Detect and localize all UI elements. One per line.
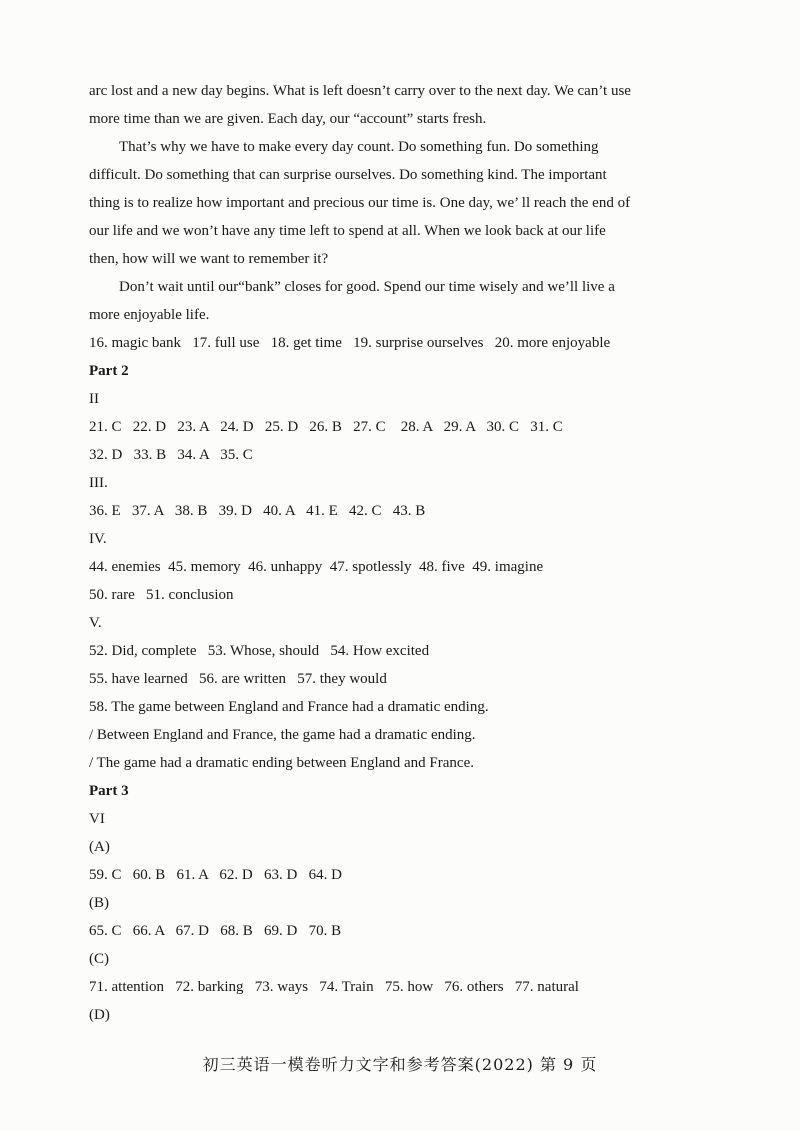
part-2-heading: Part 2 [89, 363, 129, 379]
answer-line: / The game had a dramatic ending between England and France. [89, 755, 474, 771]
answer-line: 58. The game between England and France had a dramatic ending. [89, 699, 489, 715]
passage-line: thing is to realize how important and precious our time is. One day, we’ ll reach the end of [89, 195, 631, 211]
subsection-label: (D) [89, 1007, 110, 1023]
answer-line: 21. C 22. D 23. A 24. D 25. D 26. B 27. C 28. A 29. A 30. C 31. C [89, 419, 563, 435]
answer-line: 65. C 66. A 67. D 68. B 69. D 70. B [89, 923, 342, 939]
passage-line: That’s why we have to make every day count. Do something fun. Do something [119, 139, 599, 155]
answer-line: 32. D 33. B 34. A 35. C [89, 447, 253, 463]
passage-line: difficult. Do something that can surprise ourselves. Do something kind. The important [89, 167, 607, 183]
section-label: V. [89, 615, 102, 631]
answer-line: 36. E 37. A 38. B 39. D 40. A 41. E 42. C 43. B [89, 503, 426, 519]
answer-line: 52. Did, complete 53. Whose, should 54. How excited [89, 643, 430, 659]
passage-line: more time than we are given. Each day, our “account” starts fresh. [89, 111, 487, 127]
section-label: II [89, 391, 99, 407]
passage-line: more enjoyable life. [89, 307, 210, 323]
subsection-label: (B) [89, 895, 109, 911]
page-footer: 初三英语一模卷听力文字和参考答案(2022) 第 9 页 [202, 1055, 598, 1074]
subsection-label: (C) [89, 951, 109, 967]
answer-line: 50. rare 51. conclusion [89, 587, 234, 603]
section-label: VI [89, 811, 105, 827]
section-label: IV. [89, 531, 107, 547]
passage-line: then, how will we want to remember it? [89, 251, 329, 267]
answer-line: 55. have learned 56. are written 57. they would [89, 671, 387, 687]
answers-16-20: 16. magic bank 17. full use 18. get time 19. surprise ourselves 20. more enjoyable [89, 335, 611, 351]
answer-line: / Between England and France, the game had a dramatic ending. [89, 727, 476, 743]
part-3-heading: Part 3 [89, 783, 129, 799]
subsection-label: (A) [89, 839, 110, 855]
passage-line: arc lost and a new day begins. What is left doesn’t carry over to the next day. We can’t use [89, 83, 631, 99]
section-label: III. [89, 475, 108, 491]
answer-line: 59. C 60. B 61. A 62. D 63. D 64. D [89, 867, 342, 883]
passage-line: our life and we won’t have any time left to spend at all. When we look back at our life [89, 223, 606, 239]
passage-line: Don’t wait until our“bank” closes for good. Spend our time wisely and we’ll live a [119, 279, 615, 295]
answer-line: 44. enemies 45. memory 46. unhappy 47. spotlessly 48. five 49. imagine [89, 559, 544, 575]
answer-line: 71. attention 72. barking 73. ways 74. Train 75. how 76. others 77. natural [89, 979, 579, 995]
